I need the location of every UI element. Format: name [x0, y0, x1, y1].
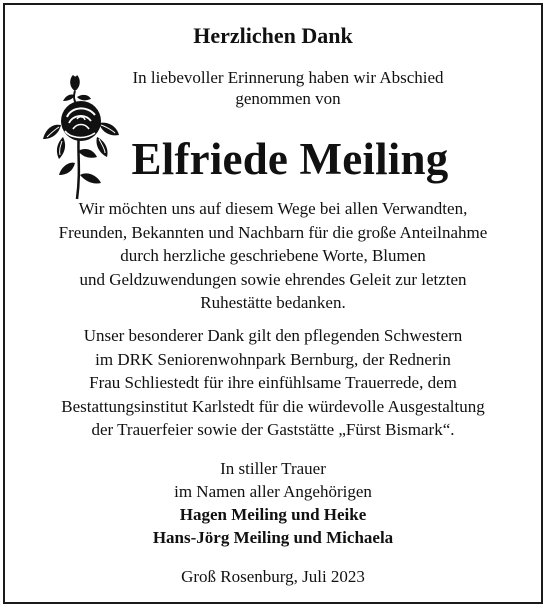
paragraph-line: im DRK Seniorenwohnpark Bernburg, der Rednerin	[95, 349, 451, 369]
deceased-name: Elfriede Meiling	[131, 134, 449, 184]
paragraph-line: Wir möchten uns auf diesem Wege bei allen Verwandten,	[78, 199, 468, 218]
thanks-paragraph	[5, 197, 541, 315]
mourner-name: Hagen Meiling und Heike	[179, 505, 367, 524]
paragraph-line: und Geldzuwendungen sowie ehrendes Geleit zur letzten	[79, 269, 467, 289]
mourning-intro: In stiller Trauer	[220, 459, 326, 478]
on-behalf-text: im Namen aller Angehörigen	[174, 482, 372, 501]
notice-frame	[3, 3, 543, 604]
heading: Herzlichen Dank	[193, 23, 353, 48]
intro-line: genommen von	[235, 89, 341, 108]
mourners-block	[5, 457, 541, 549]
paragraph-line: Freunden, Bekannten und Nachbarn für die große Anteilnahme	[58, 222, 488, 242]
intro-text	[5, 67, 541, 109]
paragraph-line: der Trauerfeier sowie der Gaststätte „Fürst Bismark“.	[91, 420, 455, 439]
special-thanks-paragraph	[5, 324, 541, 442]
intro-line: In liebevoller Erinnerung haben wir Abschied	[132, 68, 444, 87]
paragraph-line: durch herzliche geschriebene Worte, Blumen	[120, 246, 426, 265]
place-date: Groß Rosenburg, Juli 2023	[181, 567, 365, 586]
paragraph-line: Frau Schliestedt für ihre einfühlsame Trauerrede, dem	[89, 373, 457, 392]
paragraph-line: Bestattungsinstitut Karlstedt für die würdevolle Ausgestaltung	[61, 396, 485, 416]
paragraph-line: Ruhestätte bedanken.	[200, 293, 346, 312]
paragraph-line: Unser besonderer Dank gilt den pflegenden Schwestern	[83, 326, 463, 345]
mourner-name: Hans-Jörg Meiling und Michaela	[152, 528, 394, 547]
